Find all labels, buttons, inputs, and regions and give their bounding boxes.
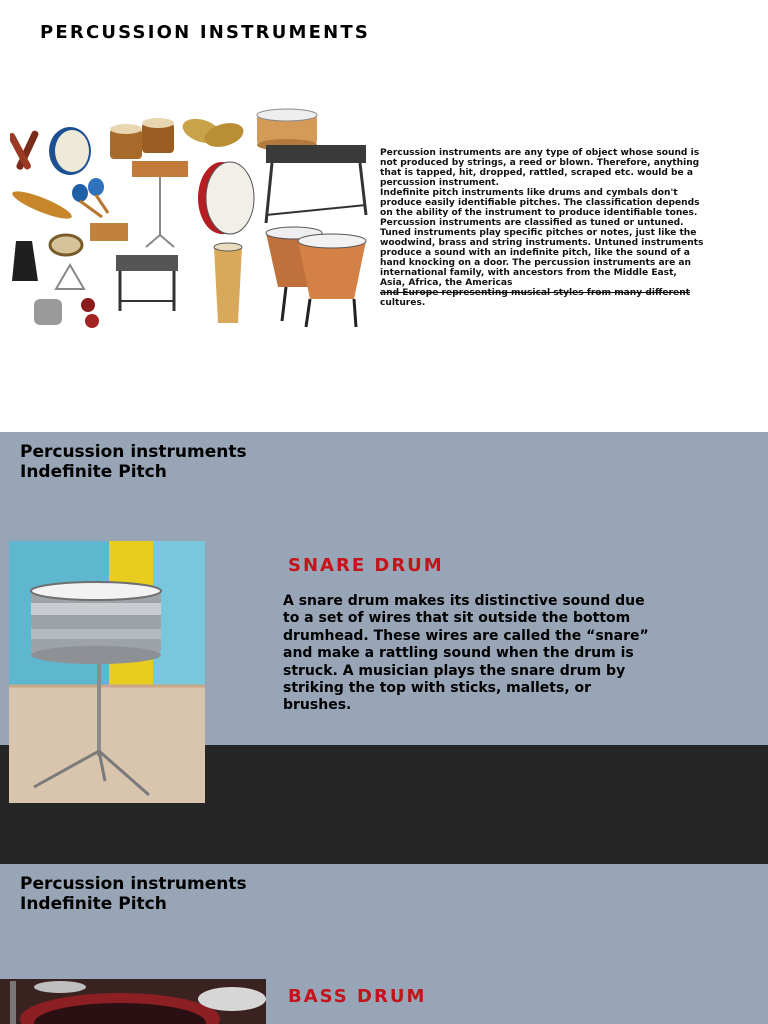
guiro-illustration [10, 187, 74, 224]
bongos-illustration [110, 118, 174, 159]
timpani-illustration [266, 227, 366, 327]
intro-paragraph: Percussion instruments are any type of object whose sound is not produced by strings, a reed or blown. Therefore, anything that is tapped, hit, dropped, rattled, scraped etc. would be a percussion instrument. [380, 148, 700, 188]
snare-drum-small-illustration [257, 109, 317, 151]
wood-block-illustration [90, 223, 128, 241]
slide-bass-drum [0, 864, 768, 1024]
instrument-title: SNARE DRUM [288, 555, 444, 576]
conga-illustration [214, 243, 242, 323]
section-heading-line1: Percussion instruments [20, 874, 247, 894]
cymbals-illustration [180, 114, 247, 151]
section-heading [20, 874, 247, 914]
claves-illustration [10, 130, 40, 171]
shaker-illustration [34, 299, 62, 325]
intro-strikethrough-line: and Europe representing musical styles from many different [380, 288, 691, 298]
instruments-collage-image [10, 105, 375, 340]
slide-snare-drum [0, 432, 768, 864]
intro-text [380, 148, 705, 308]
instrument-description: A snare drum makes its distinctive sound due to a set of wires that sit outside the bottom drumhead. These wires are called the “snare” and make a rattling sound when the drum is struck. A musician plays the snare drum by striking the top with sticks, mallets, or brushes. [283, 593, 649, 714]
instrument-title: BASS DRUM [288, 986, 427, 1007]
castanets-illustration [81, 298, 99, 328]
section-heading-line2: Indefinite Pitch [20, 894, 167, 914]
temple-blocks-illustration [132, 161, 188, 247]
intro-paragraph: cultures. [380, 298, 426, 308]
intro-paragraph: Indefinite pitch instruments like drums and cymbals don't produce easily identifiable pitches. The classification depends on the ability of the instrument to produce identifiable tones. Percussion instruments are classified as tuned or untuned. Tuned instruments play specific pitches or notes, just like the woodwind, brass and string instruments. Untuned instruments produce a sound with an indefinite pitch, like the sound of a hand knocking on a door. The percussion instruments are an international family, with ancestors from the Middle East, Asia, Africa, the Americas [380, 188, 704, 288]
glockenspiel-illustration [116, 255, 178, 311]
section-heading-line2: Indefinite Pitch [20, 462, 167, 482]
xylophone-illustration [266, 145, 366, 223]
tambourine-illustration [50, 235, 82, 255]
slide-title: PERCUSSION INSTRUMENTS [40, 22, 371, 43]
bass-drum-red-illustration [198, 162, 254, 234]
cowbell-illustration [12, 241, 38, 281]
maracas-illustration [72, 178, 108, 217]
section-heading-line1: Percussion instruments [20, 442, 247, 462]
bass-drum-photo [0, 979, 266, 1024]
frame-drum-illustration [49, 127, 91, 175]
slide-intro [0, 0, 768, 432]
triangle-illustration [56, 265, 84, 289]
snare-drum-photo [9, 541, 205, 803]
section-heading [20, 442, 247, 482]
